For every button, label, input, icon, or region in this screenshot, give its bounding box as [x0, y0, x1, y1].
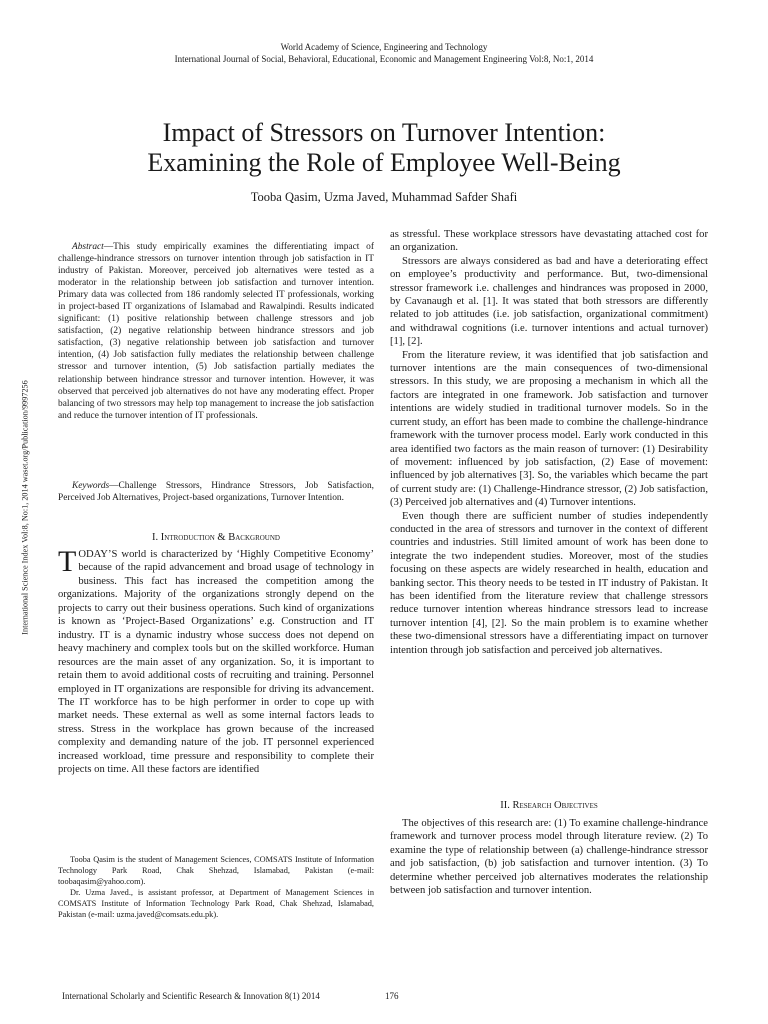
side-index-text: International Science Index Vol:8, No:1, 2014 waset.org/Publication/9997256 — [20, 380, 30, 635]
footnote-2: Dr. Uzma Javed., is assistant professor, at Department of Management Sciences in COMSATS Institute of Information Technology Park Road, Chak Shehzad, Islamabad, Pakistan (e-mail: uzma.javed@comsats.edu.pk). — [58, 888, 374, 919]
paragraph-literature: From the literature review, it was identified that job satisfaction and turnover intentions are the main consequences of two-dimensional stressors. In this study, we are proposing a mechanism in which all the factors are integrated in one framework. Job satisfaction and turnover intentions are widely studied in traditional turnover models. So in the current study, an effort has been made to combine the challenge-hindrance framework with the turnover process model. Early work conducted in this area identified two factors as the main reason of turnover: (1) Desirability of movement: influenced by job satisfaction, (2) Ease of movement: influenced by job alternatives [3]. So, the variables which became the part of current study are: (1) Challenge-Hindrance stressor, (2) Job satisfaction, (3) Perceived job alternatives and (4) Turnover intentions. — [390, 349, 708, 509]
keywords-text: —Challenge Stressors, Hindrance Stressors, Job Satisfaction, Perceived Job Alternatives, Project-based organizations, Turnover Intention. — [58, 481, 374, 504]
journal-name: International Journal of Social, Behavioral, Educational, Economic and Management Engineering Vol:8, No:1, 2014 — [174, 54, 594, 64]
journal-publisher: World Academy of Science, Engineering and Technology — [280, 42, 488, 52]
paper-title — [0, 118, 768, 178]
paragraph-studies: Even though there are sufficient number of studies independently conducted in the area of stressors and turnover in the context of different countries and industries. Still limited amount of work has been done to integrate the two independent studies. Moreover, most of the studies focusing on these aspects are widely researched in health, education and banking sector. This theory needs to be tested in IT industry of Pakistan. It has been identified from the literature review that challenge stressors reduce turnover intention whereas hindrance stressors lead to increase turnover intention [4], [2]. So the main problem is to examine whether these two-dimensional stressors have a differentiating impact on turnover intention through job satisfaction and perceived job alternatives. — [390, 510, 708, 656]
introduction-text: ODAY’S world is characterized by ‘Highly Competitive Economy’ because of the rapid advancement and broad usage of technology in business. This fact has increased the competition among the organizations. Majority of the organizations strongly depend on the projects to carry out their business operations. Such kind of organizations is known as ‘Project-Based Organizations’ e.g. Construction and IT industry. IT is a dynamic industry whose success does not depend on heavy machinery and complex tools but on the skilled workforce. Human resources are the main asset of any organization. So, it is important to retain them to avoid additional costs of recruiting and training. Personnel employed in IT organizations are responsible for driving its advancement. The IT workforce has to be high performer in order to cope up with market needs. These external as well as some internal factors leads to stress. Stress in the workplace has grown because of the increased complexity and demanding nature of the job. IT personnel experienced increased workload, time pressure and responsibility to complete their projects on time. All these factors are identified — [58, 549, 374, 776]
abstract-text: —This study empirically examines the differentiating impact of challenge-hindrance stressors on turnover intention through job satisfaction in IT industry of Pakistan. Moreover, perceived job alternatives were tested as a moderator in the relationship between job satisfaction and turnover intention. Primary data was collected from 186 randomly selected IT professionals, working in project-based IT organizations of Islamabad and Rawalpindi. Results indicated significant: (1) positive relationship between challenge stressors and job satisfaction, (2) negative relationship between hindrance stressors and job satisfaction, (3) negative relationship between job satisfaction and turnover intention, (4) Job satisfaction fully mediates the relationship between challenge stressor and turnover intention, (5) Job satisfaction partially mediates the relationship between hindrance stressor and turnover intention. However, it was observed that perceived job alternatives do not have any moderating effect. Proper balancing of two stressors may help top management to increase the job satisfaction and reduce the turnover intention of IT professionals. — [58, 242, 374, 421]
page-number: 176 — [385, 991, 399, 1001]
section-heading-introduction: I. Introduction & Background — [152, 532, 280, 543]
footnote-1: Tooba Qasim is the student of Management Sciences, COMSATS Institute of Information Technology Park Road, Chak Shehzad, Islamabad, Pakistan (e-mail: toobaqasim@yahoo.com). — [58, 855, 374, 886]
side-index-strip — [18, 380, 32, 640]
right-column-text — [390, 228, 708, 657]
page-footer: International Scholarly and Scientific Research & Innovation 8(1) 2014 — [62, 991, 320, 1001]
authors: Tooba Qasim, Uzma Javed, Muhammad Safder Shafi — [250, 190, 518, 204]
introduction-paragraph — [58, 545, 374, 777]
objectives-paragraph: The objectives of this research are: (1) To examine challenge-hindrance framework and turnover process model through literature review. (2) To examine the type of relationship between (a) challenge-hindrance stressor and job satisfaction, (b) job satisfaction and turnover intention. (3) To determine whether perceived job alternatives moderates the relationship between job satisfaction and turnover intention. — [390, 818, 708, 897]
abstract-label: Abstract — [72, 242, 104, 252]
paragraph-stressors: Stressors are always considered as bad and have a deteriorating effect on employee’s productivity and performance. But, two-dimensional stressor framework i.e. challenges and hindrances was proposed in 2000, by Cavanaugh et al. [1]. It was stated that both stressors are differently related to job attitudes (i.e. job satisfaction, organizational commitment) and withdrawal cognitions (i.e. turnover intentions and actual turnover) [1], [2]. — [390, 255, 708, 348]
paragraph-continued: as stressful. These workplace stressors have devastating attached cost for an organization. — [390, 229, 708, 254]
keywords — [58, 480, 374, 504]
author-footnotes — [58, 854, 374, 920]
abstract — [58, 241, 374, 422]
title-line-2: Examining the Role of Employee Well-Being — [147, 148, 621, 177]
drop-cap: T — [58, 545, 77, 578]
section-heading-objectives: II. Research Objectives — [500, 800, 598, 811]
keywords-label: Keywords — [72, 481, 110, 491]
title-line-1: Impact of Stressors on Turnover Intention: — [162, 118, 606, 147]
